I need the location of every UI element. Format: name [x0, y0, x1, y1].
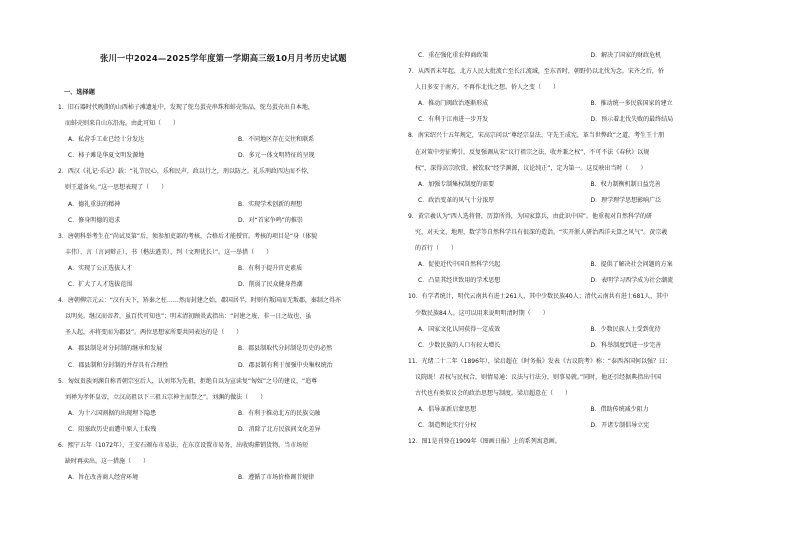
answer-option[interactable]: D．郡县制有利于加强中央集权统治	[238, 361, 333, 369]
question-stem-continuation: 在对策中旁征博引，反复强调从宋“议行祖宗之法，收并兼之权”，不可不法《春秋》以规	[415, 148, 650, 156]
answer-option[interactable]: D．开诸专制倡导立宪	[590, 422, 650, 430]
question-item	[58, 100, 398, 164]
question-stem: 7．从西晋末年起，北方人民大批流亡至长江流域，至东晋时，朝野仍以北伐为念。宋齐之后，侨	[408, 68, 664, 76]
option-row	[408, 273, 753, 289]
question-stem: 3．唐朝科举考生在“尚试及第”后，须参加吏部的考核，合格后才能授官。考核的项目是“身（体貌	[58, 232, 318, 240]
option-row	[58, 197, 398, 213]
answer-option[interactable]: A．倡导革新启蒙思想	[418, 406, 477, 414]
question-stem: 9．黄宗羲认为“西人选将督，历算所得，为国家算兵，由此识中国”。他重视对自然科学的研	[408, 212, 653, 220]
answer-option[interactable]: B．借助传统减少阻力	[590, 406, 649, 414]
answer-option[interactable]: C．制造舆论实行分权	[418, 422, 477, 430]
answer-option[interactable]: D．削弱了民众健身热潮	[238, 281, 303, 289]
answer-option[interactable]: A．加强专制集权制度的需要	[418, 180, 495, 188]
option-row	[408, 193, 753, 209]
option-row	[58, 148, 398, 164]
option-row	[408, 402, 753, 418]
answer-option[interactable]: C．凸显其经世致用的学术思想	[418, 277, 501, 285]
answer-option[interactable]: B．权力制衡机制日益完善	[590, 180, 661, 188]
answer-option[interactable]: C．少数民族的人口有较大增长	[418, 341, 501, 349]
answer-option[interactable]: B．推动统一多民族国家的建立	[590, 100, 673, 108]
answer-option[interactable]: C．郡县制和分封制的并存具有合理性	[68, 361, 169, 369]
option-row	[408, 112, 753, 128]
section-heading: 一、选择题	[64, 89, 95, 96]
question-item	[408, 434, 753, 450]
option-row	[408, 418, 753, 434]
answer-option[interactable]: B．有利于推动北方的民族交融	[238, 409, 321, 417]
question-stem-continuation: 的首行（ ）	[415, 245, 458, 253]
question-stem-continuation: 以明矣。继汉而帝者，虽百代可知也”；明末清初顾炎武指出：“封建之废，非一日之故也，虽	[65, 313, 312, 321]
answer-option[interactable]: A．德礼重法的精神	[68, 200, 121, 208]
question-stem-continuation: 权”，深得高宗欣赏，被钦取“经学渊源，议论纯正”，定为第一。这反映出当时（ ）	[415, 164, 647, 172]
answer-option[interactable]: C．阻塞政历史而遭中原人士取残	[68, 425, 157, 433]
question-stem: 10．有学者统计，明代云南共有进士261人，其中少数民族40人；清代云南共有进士681人，其中	[408, 293, 669, 301]
question-stem: 11．光绪二十二年（1896年），梁启超在《时务报》发表《古议院考》称：“泰西各国何以强？曰：	[408, 357, 672, 365]
question-item	[408, 209, 753, 289]
answer-option[interactable]: D．消除了北方民族间文化差异	[238, 425, 321, 433]
question-stem-continuation: 古代也有类似议会的政治思想与制度。梁启超意在（ ）	[415, 389, 572, 397]
answer-option[interactable]: C．扩大了人才选拔范围	[68, 281, 133, 289]
answer-option[interactable]: D．多元一体文明特征的呈现	[238, 152, 315, 160]
answer-option[interactable]: D．科举制度到进一步完善	[590, 341, 662, 349]
answer-option[interactable]: D．理学理学思想影响广泛	[590, 196, 662, 204]
question-stem: 4．唐朝柳宗元云：“汉有天下，矫秦之枉……然而封建之始，郡国居半，时则有叛国而无叛郡，秦制之得亦	[58, 297, 341, 305]
question-stem-continuation: 人日多安于南方，不再作北伐之想。侨人之变（ ）	[415, 84, 560, 92]
answer-option[interactable]: C．重在强化重农抑商政策	[418, 52, 489, 59]
question-item	[58, 293, 398, 373]
question-stem: 1．旧石器时代晚期的山西柿子滩遗址中，发现了鸵鸟蛋壳串珠和蚌壳饰品，鸵鸟蛋壳出自本地，	[58, 104, 314, 111]
question-stem-continuation: 议院既！君权与民权合，则情易通；议法与行法分，则事易就。”同时，他还引经据典指出中国	[415, 373, 662, 381]
answer-option[interactable]: A．推动门阀政治逐渐形成	[418, 100, 489, 108]
option-row	[408, 48, 753, 64]
answer-option[interactable]: B．遵循了市场价格调节规律	[238, 474, 315, 482]
option-row	[58, 132, 398, 148]
question-item	[58, 164, 398, 228]
answer-option[interactable]: A．为十六国割据的出现埋下隐患	[68, 409, 157, 417]
answer-option[interactable]: B．实现学术创新的理想	[238, 200, 303, 208]
option-row	[58, 406, 398, 422]
question-item	[408, 128, 753, 208]
question-stem-continuation: 少数民族84人。这可以用来说明明清时期（ ）	[415, 309, 549, 317]
option-row	[408, 322, 753, 338]
question-item	[408, 289, 753, 353]
question-stem: 6．熙宁五年（1072年），王安石颁布市易法，在东京设置市易务，出收购滞销货物，当市场短	[58, 441, 309, 449]
question-stem: 2．西汉《礼记·乐记》载：“礼节民心，乐和民声，政以行之，刑以防之。礼乐刑政四达而不悖，	[58, 168, 313, 176]
left-question-list	[58, 100, 398, 486]
question-item	[58, 438, 398, 486]
answer-option[interactable]: B．提供了解决社会问题的方案	[590, 261, 673, 269]
answer-option[interactable]: B．少数民族人士受到优待	[590, 325, 661, 333]
answer-option[interactable]: B．有利于提升官吏素质	[238, 264, 303, 272]
answer-option[interactable]: A．国家文化认同获得一定成效	[418, 325, 501, 333]
answer-option[interactable]: C．柿子滩是华夏文明发源地	[68, 152, 145, 160]
option-row	[408, 338, 753, 354]
option-row	[58, 213, 398, 229]
option-row	[58, 470, 398, 486]
question-stem-continuation: 缺时再卖出。这一措施（ ）	[65, 458, 150, 466]
question-item	[58, 229, 398, 293]
question-item	[58, 374, 398, 438]
option-row	[408, 177, 753, 193]
option-row	[58, 261, 398, 277]
option-row	[408, 257, 753, 273]
option-row	[408, 96, 753, 112]
answer-option[interactable]: C．政治变革的风气十分浓厚	[418, 196, 495, 204]
question-stem: 8．南宋绍兴十五年规定，宋高宗问以“尊经宗皇法、守先王成宪，革当世弊政”之道，考生王十朋	[408, 132, 665, 140]
question-item	[408, 354, 753, 434]
answer-option[interactable]: D．解决了国家的财政危机	[590, 52, 662, 59]
question-stem-continuation: 究，对天文、地理、数学等自然科学具有很深的造诣。“实开浙人研治西洋天算之风气”。黄宗羲	[415, 229, 668, 237]
answer-option[interactable]: D．预示着北伐失败的最终结局	[590, 116, 674, 124]
answer-option[interactable]: A．旨在改善商人经营环境	[68, 474, 139, 482]
question-stem-continuation: 而蚌壳则来自山东沿海。由此可知（ ）	[65, 120, 180, 128]
question-stem: 5．匈奴贵族刘渊自称晋朝宗室后人，认刘邦为先祖，拒绝自以为宣读复“匈奴”之号的建议，“追尊	[58, 377, 318, 385]
question-stem-continuation: 丰伟）、言（言词辩正）、书（楷法遒美）、判（文理优长）”。这一举措（ ）	[65, 248, 273, 256]
answer-option[interactable]: A．私营手工业已经十分发达	[68, 136, 145, 144]
answer-option[interactable]: C．修身明德的追求	[68, 216, 121, 224]
option-row	[58, 358, 398, 374]
question-item	[408, 64, 753, 128]
right-question-list	[408, 48, 753, 450]
answer-option[interactable]: A．促使近代中国自然科学兴起	[418, 261, 501, 269]
option-row	[58, 422, 398, 438]
answer-option[interactable]: A．实现了公正选拔人才	[68, 264, 133, 272]
answer-option[interactable]: B．郡县制取代分封制是历史的必然	[238, 345, 333, 353]
question-stem-continuation: 刘禅为孝怀皇帝，立汉高祖以下三祖五宗神主而祭之”。刘渊的做法（ ）	[65, 393, 267, 401]
answer-option[interactable]: D．表明学习西学成为社会潮流	[590, 277, 674, 285]
paper-title: 张川一中2024—2025学年度第一学期高三级10月月考历史试题	[100, 53, 347, 63]
answer-option[interactable]: A．郡县制是对分封制的继承和发展	[68, 345, 163, 353]
question-stem-continuation: 则王道备矣。”这一思想表现了（ ）	[65, 184, 168, 192]
question-item	[408, 48, 753, 64]
question-stem: 12．图1是刊登在1909年《图画日报》上的系列寓意画。	[408, 438, 561, 446]
option-row	[58, 341, 398, 357]
answer-option[interactable]: C．有利于江南进一步开发	[418, 116, 489, 124]
answer-option[interactable]: B．不同地区存在交往和联系	[238, 136, 315, 144]
question-stem-continuation: 圣人起，亦将变而为郡县”。两位思想家所要共同表达的是（ ）	[65, 329, 243, 337]
answer-option[interactable]: D．对“首家争鸣”的推崇	[238, 216, 303, 224]
option-row	[58, 277, 398, 293]
